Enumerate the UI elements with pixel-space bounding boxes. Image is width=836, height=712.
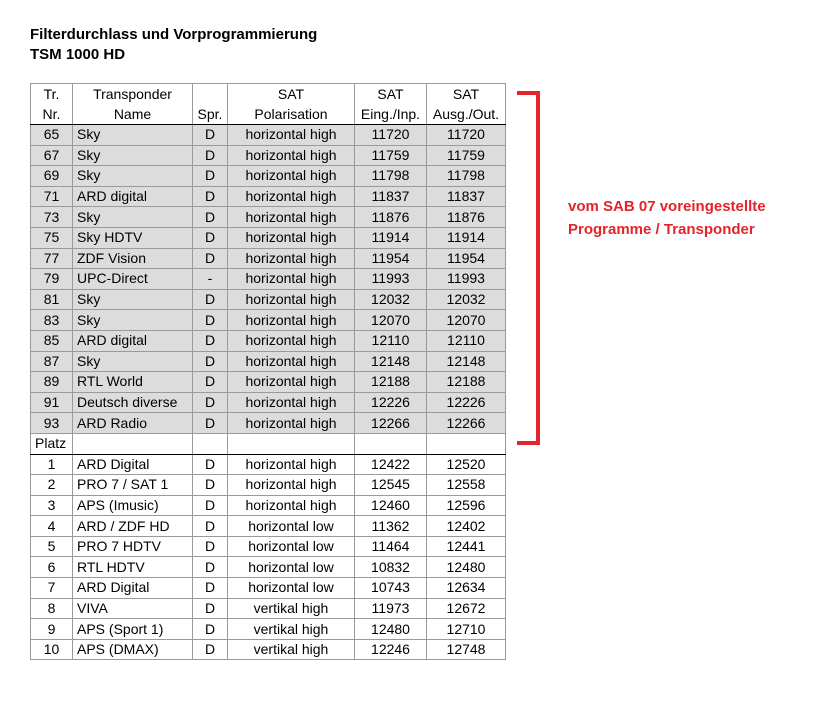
cell-tr-nr: 4 — [31, 516, 73, 537]
preset-row — [31, 372, 506, 393]
preset-row — [31, 207, 506, 228]
cell-input-freq: 12246 — [355, 639, 427, 660]
preset-row — [31, 392, 506, 413]
cell-polarisation: horizontal low — [228, 578, 355, 599]
transponder-table — [30, 83, 506, 660]
cell-output-freq: 12672 — [427, 598, 506, 619]
cell-input-freq: 12266 — [355, 413, 427, 434]
cell-polarisation: SAT — [228, 84, 355, 105]
empty-cell — [355, 433, 427, 454]
cell-name: PRO 7 HDTV — [73, 536, 193, 557]
cell-polarisation: horizontal low — [228, 516, 355, 537]
preset-annotation — [568, 195, 766, 241]
cell-tr-nr: 3 — [31, 495, 73, 516]
cell-polarisation: horizontal high — [228, 269, 355, 290]
cell-polarisation: horizontal high — [228, 227, 355, 248]
cell-polarisation: horizontal high — [228, 207, 355, 228]
empty-cell — [73, 433, 193, 454]
cell-tr-nr: 77 — [31, 248, 73, 269]
cell-tr-nr: 79 — [31, 269, 73, 290]
header-row-2 — [31, 104, 506, 125]
cell-input-freq: 12070 — [355, 310, 427, 331]
cell-output-freq: 11954 — [427, 248, 506, 269]
cell-output-freq: 12558 — [427, 475, 506, 496]
cell-name: APS (Imusic) — [73, 495, 193, 516]
cell-output-freq: 11798 — [427, 166, 506, 187]
cell-spr: D — [193, 516, 228, 537]
cell-spr: D — [193, 578, 228, 599]
cell-name: Sky — [73, 207, 193, 228]
platz-row — [31, 536, 506, 557]
cell-output-freq: 12520 — [427, 454, 506, 475]
cell-tr-nr: 7 — [31, 578, 73, 599]
cell-input-freq: Eing./Inp. — [355, 104, 427, 125]
cell-output-freq: 12480 — [427, 557, 506, 578]
cell-name: ZDF Vision — [73, 248, 193, 269]
cell-tr-nr: 10 — [31, 639, 73, 660]
cell-output-freq: 12226 — [427, 392, 506, 413]
cell-tr-nr: 2 — [31, 475, 73, 496]
cell-polarisation: horizontal high — [228, 310, 355, 331]
cell-spr: D — [193, 166, 228, 187]
platz-row — [31, 619, 506, 640]
cell-tr-nr: 8 — [31, 598, 73, 619]
cell-output-freq: 11837 — [427, 186, 506, 207]
cell-tr-nr: 85 — [31, 330, 73, 351]
cell-tr-nr: 83 — [31, 310, 73, 331]
cell-input-freq: 11993 — [355, 269, 427, 290]
cell-spr: D — [193, 125, 228, 146]
cell-input-freq: 12110 — [355, 330, 427, 351]
cell-name: APS (DMAX) — [73, 639, 193, 660]
cell-name: PRO 7 / SAT 1 — [73, 475, 193, 496]
cell-polarisation: horizontal low — [228, 536, 355, 557]
cell-input-freq: 11954 — [355, 248, 427, 269]
red-bracket — [514, 88, 544, 448]
cell-tr-nr: 67 — [31, 145, 73, 166]
cell-input-freq: 12188 — [355, 372, 427, 393]
cell-spr: D — [193, 536, 228, 557]
cell-tr-nr: Nr. — [31, 104, 73, 125]
cell-spr: D — [193, 310, 228, 331]
cell-spr: D — [193, 186, 228, 207]
cell-polarisation: horizontal high — [228, 372, 355, 393]
preset-row — [31, 125, 506, 146]
cell-output-freq: 12148 — [427, 351, 506, 372]
cell-name: Sky — [73, 310, 193, 331]
cell-name: Sky — [73, 289, 193, 310]
empty-cell — [228, 433, 355, 454]
cell-name: Sky — [73, 351, 193, 372]
cell-tr-nr: 6 — [31, 557, 73, 578]
cell-polarisation: horizontal high — [228, 475, 355, 496]
cell-spr: D — [193, 495, 228, 516]
cell-tr-nr: 9 — [31, 619, 73, 640]
cell-output-freq: Ausg./Out. — [427, 104, 506, 125]
cell-input-freq: 11914 — [355, 227, 427, 248]
title-line-2: TSM 1000 HD — [30, 46, 126, 63]
cell-spr: D — [193, 330, 228, 351]
cell-output-freq: 12748 — [427, 639, 506, 660]
cell-spr: D — [193, 413, 228, 434]
cell-name: Sky — [73, 125, 193, 146]
cell-output-freq: 12032 — [427, 289, 506, 310]
preset-row — [31, 351, 506, 372]
cell-name: ARD Radio — [73, 413, 193, 434]
cell-output-freq: 12266 — [427, 413, 506, 434]
cell-tr-nr: 75 — [31, 227, 73, 248]
cell-name: ARD Digital — [73, 454, 193, 475]
cell-output-freq: 11993 — [427, 269, 506, 290]
preset-row — [31, 186, 506, 207]
cell-input-freq: SAT — [355, 84, 427, 105]
cell-tr-nr: 89 — [31, 372, 73, 393]
cell-output-freq: 12441 — [427, 536, 506, 557]
cell-spr: D — [193, 227, 228, 248]
cell-tr-nr: Tr. — [31, 84, 73, 105]
cell-input-freq: 12422 — [355, 454, 427, 475]
platz-row — [31, 454, 506, 475]
cell-output-freq: 12070 — [427, 310, 506, 331]
cell-spr: D — [193, 248, 228, 269]
cell-polarisation: horizontal high — [228, 166, 355, 187]
cell-output-freq: 12710 — [427, 619, 506, 640]
cell-polarisation: horizontal high — [228, 186, 355, 207]
cell-spr: D — [193, 372, 228, 393]
cell-input-freq: 12148 — [355, 351, 427, 372]
preset-row — [31, 330, 506, 351]
cell-polarisation: horizontal high — [228, 125, 355, 146]
cell-output-freq: 12188 — [427, 372, 506, 393]
cell-name: Name — [73, 104, 193, 125]
cell-output-freq: 12596 — [427, 495, 506, 516]
cell-spr: D — [193, 557, 228, 578]
title-line-1: Filterdurchlass und Vorprogrammierung — [30, 26, 318, 43]
cell-input-freq: 11837 — [355, 186, 427, 207]
platz-row — [31, 495, 506, 516]
platz-row — [31, 516, 506, 537]
cell-name: Sky — [73, 166, 193, 187]
cell-input-freq: 12460 — [355, 495, 427, 516]
cell-polarisation: horizontal high — [228, 145, 355, 166]
cell-polarisation: vertikal high — [228, 639, 355, 660]
cell-output-freq: 12634 — [427, 578, 506, 599]
cell-input-freq: 11362 — [355, 516, 427, 537]
platz-header-row — [31, 433, 506, 454]
cell-output-freq: 11876 — [427, 207, 506, 228]
platz-row — [31, 578, 506, 599]
platz-label: Platz — [31, 433, 73, 454]
cell-spr: D — [193, 475, 228, 496]
cell-input-freq: 11876 — [355, 207, 427, 228]
cell-tr-nr: 81 — [31, 289, 73, 310]
cell-spr: D — [193, 351, 228, 372]
cell-tr-nr: 69 — [31, 166, 73, 187]
cell-spr: D — [193, 207, 228, 228]
cell-polarisation: horizontal high — [228, 454, 355, 475]
cell-name: RTL HDTV — [73, 557, 193, 578]
cell-name: APS (Sport 1) — [73, 619, 193, 640]
cell-spr: D — [193, 145, 228, 166]
cell-output-freq: 11759 — [427, 145, 506, 166]
cell-input-freq: 11973 — [355, 598, 427, 619]
cell-output-freq: 12110 — [427, 330, 506, 351]
header-row-1 — [31, 84, 506, 105]
cell-polarisation: horizontal low — [228, 557, 355, 578]
cell-output-freq: 12402 — [427, 516, 506, 537]
cell-spr: - — [193, 269, 228, 290]
cell-polarisation: horizontal high — [228, 351, 355, 372]
cell-tr-nr: 73 — [31, 207, 73, 228]
platz-row — [31, 475, 506, 496]
cell-name: RTL World — [73, 372, 193, 393]
cell-polarisation: horizontal high — [228, 248, 355, 269]
empty-cell — [427, 433, 506, 454]
cell-spr: D — [193, 598, 228, 619]
platz-row — [31, 639, 506, 660]
cell-tr-nr: 71 — [31, 186, 73, 207]
cell-spr: D — [193, 619, 228, 640]
cell-input-freq: 10743 — [355, 578, 427, 599]
cell-input-freq: 10832 — [355, 557, 427, 578]
cell-spr — [193, 84, 228, 105]
cell-input-freq: 11720 — [355, 125, 427, 146]
platz-row — [31, 598, 506, 619]
cell-polarisation: horizontal high — [228, 330, 355, 351]
cell-name: ARD Digital — [73, 578, 193, 599]
cell-spr: D — [193, 289, 228, 310]
cell-name: Transponder — [73, 84, 193, 105]
preset-row — [31, 145, 506, 166]
annotation-line-1: vom SAB 07 voreingestellte — [568, 198, 766, 215]
cell-polarisation: horizontal high — [228, 495, 355, 516]
cell-input-freq: 12032 — [355, 289, 427, 310]
cell-spr: D — [193, 392, 228, 413]
cell-input-freq: 11464 — [355, 536, 427, 557]
cell-polarisation: horizontal high — [228, 289, 355, 310]
cell-tr-nr: 93 — [31, 413, 73, 434]
cell-name: UPC-Direct — [73, 269, 193, 290]
preset-row — [31, 227, 506, 248]
preset-row — [31, 310, 506, 331]
cell-polarisation: vertikal high — [228, 619, 355, 640]
cell-input-freq: 11798 — [355, 166, 427, 187]
preset-row — [31, 289, 506, 310]
cell-spr: D — [193, 454, 228, 475]
empty-cell — [193, 433, 228, 454]
preset-row — [31, 269, 506, 290]
cell-name: ARD / ZDF HD — [73, 516, 193, 537]
cell-input-freq: 12226 — [355, 392, 427, 413]
cell-name: VIVA — [73, 598, 193, 619]
cell-polarisation: vertikal high — [228, 598, 355, 619]
cell-input-freq: 11759 — [355, 145, 427, 166]
cell-name: Sky HDTV — [73, 227, 193, 248]
cell-output-freq: 11720 — [427, 125, 506, 146]
document-title — [30, 25, 317, 65]
cell-tr-nr: 65 — [31, 125, 73, 146]
cell-polarisation: horizontal high — [228, 413, 355, 434]
platz-row — [31, 557, 506, 578]
cell-spr: D — [193, 639, 228, 660]
annotation-line-2: Programme / Transponder — [568, 221, 755, 238]
cell-input-freq: 12545 — [355, 475, 427, 496]
cell-tr-nr: 91 — [31, 392, 73, 413]
cell-name: ARD digital — [73, 330, 193, 351]
cell-output-freq: SAT — [427, 84, 506, 105]
cell-polarisation: horizontal high — [228, 392, 355, 413]
cell-tr-nr: 87 — [31, 351, 73, 372]
cell-name: Deutsch diverse — [73, 392, 193, 413]
cell-name: ARD digital — [73, 186, 193, 207]
preset-row — [31, 166, 506, 187]
cell-input-freq: 12480 — [355, 619, 427, 640]
cell-tr-nr: 5 — [31, 536, 73, 557]
cell-spr: Spr. — [193, 104, 228, 125]
cell-polarisation: Polarisation — [228, 104, 355, 125]
cell-tr-nr: 1 — [31, 454, 73, 475]
cell-output-freq: 11914 — [427, 227, 506, 248]
preset-row — [31, 413, 506, 434]
cell-name: Sky — [73, 145, 193, 166]
preset-row — [31, 248, 506, 269]
